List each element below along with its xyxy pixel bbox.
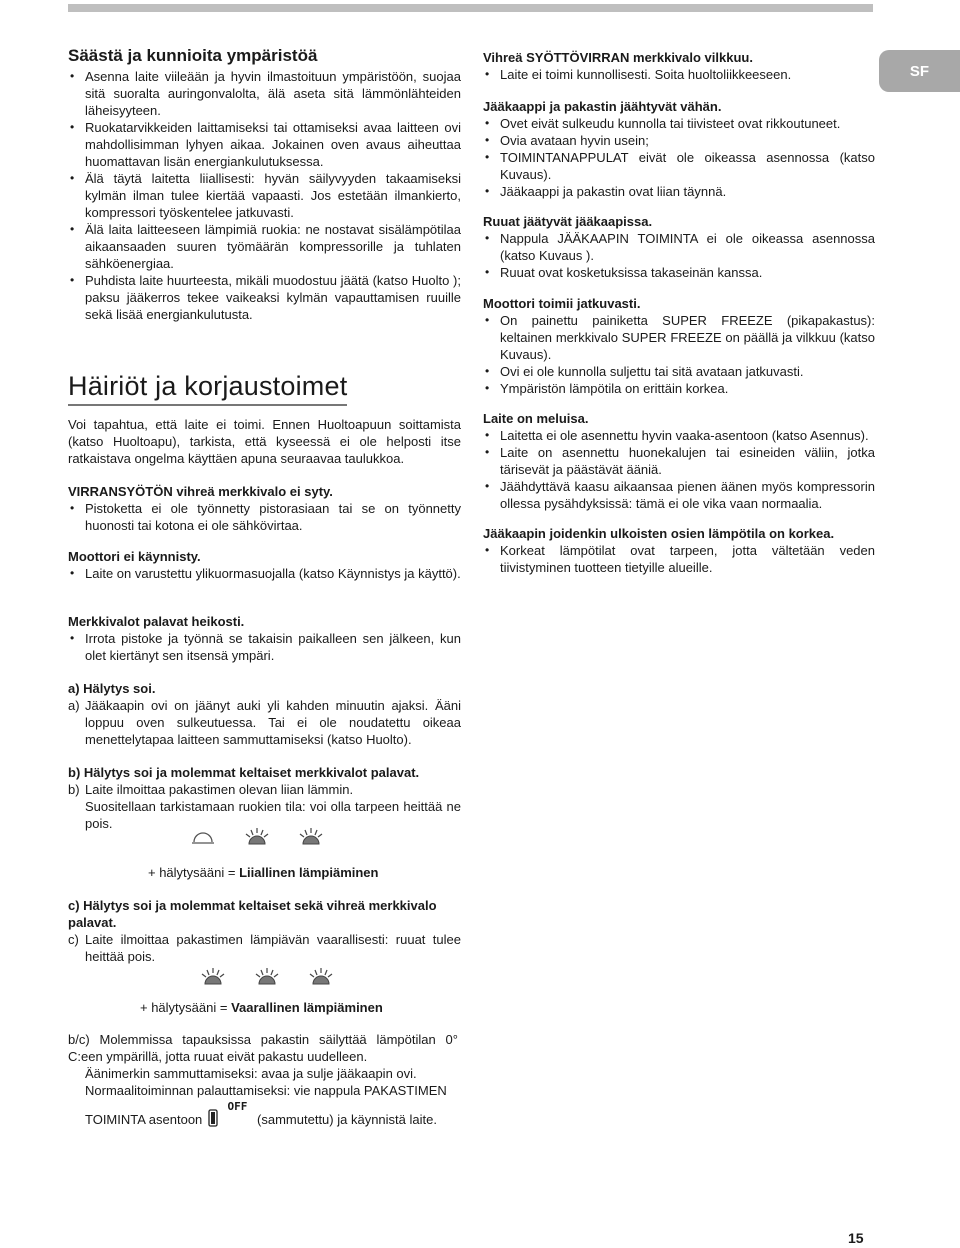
section-motor-continuous: [483, 295, 875, 397]
section-food-freezes: [483, 213, 875, 281]
lamp-lit-icon: [254, 966, 280, 988]
eco-title: Säästä ja kunnioita ympäristöä: [68, 46, 318, 65]
list-item: • TOIMINTANAPPULAT eivät ole oikeassa asennossa (katso Kuvaus).: [483, 149, 875, 183]
eco-list: [68, 68, 461, 323]
eco-section: [68, 46, 461, 323]
lamp-lit-icon: [244, 826, 270, 848]
faults-title: Häiriöt ja korjaustoimet: [68, 369, 347, 406]
caption-prefix: + hälytysääni =: [148, 865, 240, 880]
section-title: Vihreä SYÖTTÖVIRRAN merkkivalo vilkkuu.: [483, 50, 753, 65]
item-text: Jääkaapin ovi on jäänyt auki yli kahden minuutin ajaksi. Ääni loppuu oven sulkeutuessa. Tai ei ole noudatettu oikeaa menettelytapaa laitteen sammuttamiseksi (katso Huolto).: [85, 698, 461, 747]
item-text: Laite ilmoittaa pakastimen lämpiävän vaarallisesti: ruuat tulee heittää pois.: [85, 932, 461, 964]
bc-note: [68, 1101, 461, 1129]
lamp-off-icon: [190, 826, 216, 848]
item-text: Molemmissa tapauksissa pakastin säilyttää lämpötilan 0° C:een ympärillä, jotta ruuat eivät pakastu uudelleen.: [68, 1032, 458, 1064]
list-item: • Älä laita laitteeseen lämpimiä ruokia: ne nostavat sisälämpötilaa aikaansaaden suuren työmäärän kompressorille ja tuhlaten sähköenergiaa.: [68, 221, 461, 272]
item-label: b/c): [68, 1032, 90, 1047]
b-note: Suositellaan tarkistamaan ruokien tila: voi olla tarpeen heittää ne pois.: [85, 799, 461, 831]
item-label: b): [68, 782, 80, 797]
bc-note: Äänimerkin sammuttamiseksi: avaa ja sulje jääkaapin ovi.: [85, 1066, 417, 1081]
lamp-lit-icon: [298, 826, 324, 848]
lamp-lit-icon: [200, 966, 226, 988]
faults-intro: Voi tapahtua, että laite ei toimi. Ennen Huoltoapuun soittamista (katso Huoltoapu), tarkista, että kyseessä ei ole helposti itse ratkaistava ongelma käyttäen apuna seuraavaa taulukkoa.: [68, 417, 461, 466]
list-item: • Ruuat ovat kosketuksissa takaseinän kanssa.: [483, 264, 875, 281]
item-text: Laite ilmoittaa pakastimen olevan liian lämmin.: [85, 782, 354, 797]
list-item: • Ovi ei ole kunnolla suljettu tai sitä avataan jatkuvasti.: [483, 363, 875, 380]
list-item: • Ovet eivät sulkeudu kunnolla tai tiivisteet ovat rikkoutuneet.: [483, 115, 875, 132]
list-item: • Pistoketta ei ole työnnetty pistorasiaan tai se on työnnetty huonosti tai kotona ei ole sähkövirtaa.: [68, 500, 461, 534]
list-item: • Laite on varustettu ylikuormasuojalla (katso Käynnistys ja käyttö).: [68, 565, 461, 582]
list-item: • Nappula JÄÄKAAPIN TOIMINTA ei ole oikeassa asennossa (katso Kuvaus ).: [483, 230, 875, 264]
section-cooling-low: [483, 98, 875, 200]
bc-text: TOIMINTA asentoon: [85, 1112, 203, 1127]
language-tab-label: SF: [909, 62, 930, 80]
list-item: • Ympäristön lämpötila on erittäin korkea.: [483, 380, 875, 397]
faults-heading-block: [68, 369, 461, 406]
list-item: • Ovia avataan hyvin usein;: [483, 132, 875, 149]
list-item: [68, 781, 461, 798]
list-item: • Asenna laite viileään ja hyvin ilmastoituun ympäristöön, suojaa sitä suoralta auringonvalolta, älä aseta sitä lämmönlähteiden läheisyyteen.: [68, 68, 461, 119]
section-title: Jääkaappi ja pakastin jäähtyvät vähän.: [483, 99, 722, 114]
bc-note: Normaalitoiminnan palauttamiseksi: vie nappula PAKASTIMEN: [85, 1083, 447, 1098]
section-alarm-b: [68, 764, 461, 832]
off-label: OFF: [227, 1100, 248, 1113]
list-item: • Älä täytä laitetta liiallisesti: hyvän säilyvyyden takaamiseksi kylmän ilman tulee kiertää vapaasti. Jos estetään ilmankierto, kompressori työskentelee jatkuvasti.: [68, 170, 461, 221]
list-item: • Irrota pistoke ja työnnä se takaisin paikalleen sen jälkeen, kun olet kiertänyt sen itsensä ympäri.: [68, 630, 461, 664]
section-title: Jääkaapin joidenkin ulkoisten osien lämpötila on korkea.: [483, 526, 835, 541]
caption-b: [148, 864, 378, 881]
section-alarm-c: [68, 897, 461, 965]
caption-c: [140, 999, 383, 1016]
section-title: c) Hälytys soi ja molemmat keltaiset sekä vihreä merkkivalo palavat.: [68, 898, 437, 930]
section-title: Moottori toimii jatkuvasti.: [483, 296, 641, 311]
lamp-row-c: [200, 966, 334, 988]
bc-text: (sammutettu) ja käynnistä laite.: [257, 1112, 437, 1127]
section-title: Laite on meluisa.: [483, 411, 589, 426]
list-item: • Laite ei toimi kunnollisesti. Soita huoltoliikkeeseen.: [483, 66, 875, 83]
language-tab: [879, 50, 960, 92]
section-title: Ruuat jäätyvät jääkaapissa.: [483, 214, 653, 229]
list-item: • Korkeat lämpötilat ovat tarpeen, jotta vältetään veden tiivistyminen tuotteen tietyille alueille.: [483, 542, 875, 576]
list-item: [68, 697, 461, 748]
section-bc: [68, 1031, 461, 1129]
section-external-hot: [483, 525, 875, 576]
section-motor-not-start: [68, 548, 461, 582]
list-item: • Jääkaappi ja pakastin ovat liian täynnä.: [483, 183, 875, 200]
faults-intro-block: [68, 416, 461, 467]
list-item: • Puhdista laite huurteesta, mikäli muodostuu jäätä (katso Huolto ); paksu jääkerros tekee vaikeaksi kylmän vapauttamisen ruuille sekä lisää energiankulutusta.: [68, 272, 461, 323]
item-label: a): [68, 698, 80, 713]
section-power-led: [68, 483, 461, 534]
caption-prefix: + hälytysääni =: [140, 1000, 232, 1015]
list-item: • Laite on asennettu huonekalujen tai esineiden väliin, jotka tärisevät ja päästävät ääniä.: [483, 444, 875, 478]
section-title: a) Hälytys soi.: [68, 681, 156, 696]
item-label: c): [68, 932, 79, 947]
header-bar: [68, 4, 873, 12]
caption-bold: Liiallinen lämpiäminen: [239, 865, 379, 880]
list-item: [68, 1031, 458, 1065]
section-title: Moottori ei käynnisty.: [68, 549, 201, 564]
list-item: • Laitetta ei ole asennettu hyvin vaaka-asentoon (katso Asennus).: [483, 427, 875, 444]
knob-off-icon: [208, 1101, 224, 1127]
lamp-row-b: [190, 826, 324, 848]
list-item: • On painettu painiketta SUPER FREEZE (pikapakastus): keltainen merkkivalo SUPER FREEZE on päällä ja vilkkuu (katso Kuvaus).: [483, 312, 875, 363]
section-green-led-blinks: [483, 49, 875, 83]
section-title: VIRRANSYÖTÖN vihreä merkkivalo ei syty.: [68, 484, 333, 499]
caption-bold: Vaarallinen lämpiäminen: [231, 1000, 383, 1015]
section-alarm-a: [68, 680, 461, 748]
page-number: 15: [848, 1230, 864, 1246]
list-item: • Ruokatarvikkeiden laittamiseksi tai ottamiseksi avaa laitteen ovi mahdollisimman lyhyen aikaa. Jokainen oven avaus aiheuttaa huomattavan lisän energiankulutuksessa.: [68, 119, 461, 170]
list-item: • Jäähdyttävä kaasu aikaansaa pienen äänen myös kompressorin ollessa pysähdyksissä: tämä ei ole vika vaan normaalia.: [483, 478, 875, 512]
lamp-lit-icon: [308, 966, 334, 988]
section-noisy: [483, 410, 875, 512]
section-title: b) Hälytys soi ja molemmat keltaiset merkkivalot palavat.: [68, 765, 420, 780]
list-item: [68, 931, 461, 965]
section-dim-leds: [68, 613, 461, 664]
section-title: Merkkivalot palavat heikosti.: [68, 614, 245, 629]
